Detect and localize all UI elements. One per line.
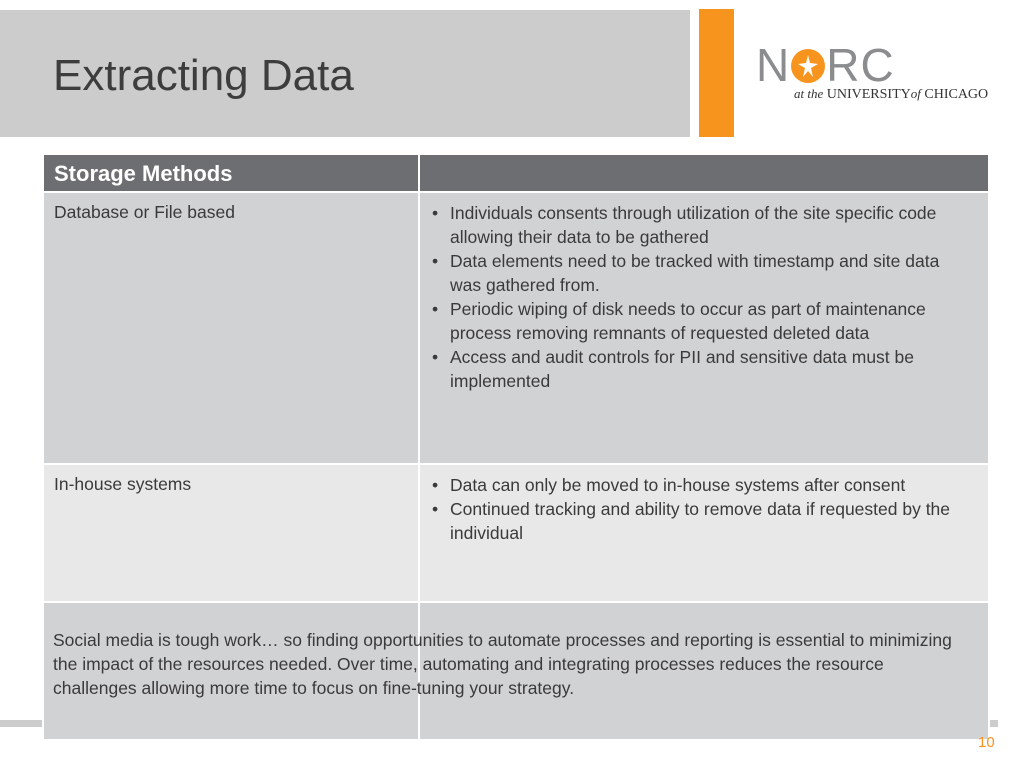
list-item: • Individuals consents through utilization of the site specific code allowing their data to be gathered [430,201,972,249]
table-header-empty [419,154,989,192]
logo-letter-n: N [756,39,791,91]
list-item: • Data can only be moved to in-house systems after consent [430,473,972,497]
list-item: • Continued tracking and ability to remove data if requested by the individual [430,497,972,545]
bottom-rule-left [0,720,42,727]
table-row [43,192,989,464]
slide-title: Extracting Data [53,51,354,100]
summary-text: Social media is tough work… so finding opportunities to automate processes and reporting is essential to minimizing the impact of the resources needed. Over time, automating and integrating processes reduces the resource challenges allowing more time to focus on fine-tuning your strategy. [53,630,952,698]
page-number: 10 [978,734,995,751]
logo-star-icon [791,49,825,83]
table-header: Storage Methods [43,154,419,192]
table-header-row [43,154,989,192]
logo-wordmark [756,39,895,91]
row-label-database: Database or File based [54,202,235,222]
logo-letters-rc: RC [826,39,895,91]
bottom-rule-right [990,720,998,727]
list-item: • Data elements need to be tracked with timestamp and site data was gathered from. [430,249,972,297]
norc-logo [756,39,996,108]
logo-subtitle: at the UNIVERSITYof CHICAGO [794,86,989,102]
list-item: • Access and audit controls for PII and sensitive data must be implemented [430,345,972,393]
row-label-in-house: In-house systems [54,474,192,494]
bullet-list [420,193,988,393]
list-item: • Periodic wiping of disk needs to occur as part of maintenance process removing remnants of requested deleted data [430,297,972,345]
table-row [43,464,989,602]
bullet-list [420,465,988,545]
accent-bar [699,9,734,137]
